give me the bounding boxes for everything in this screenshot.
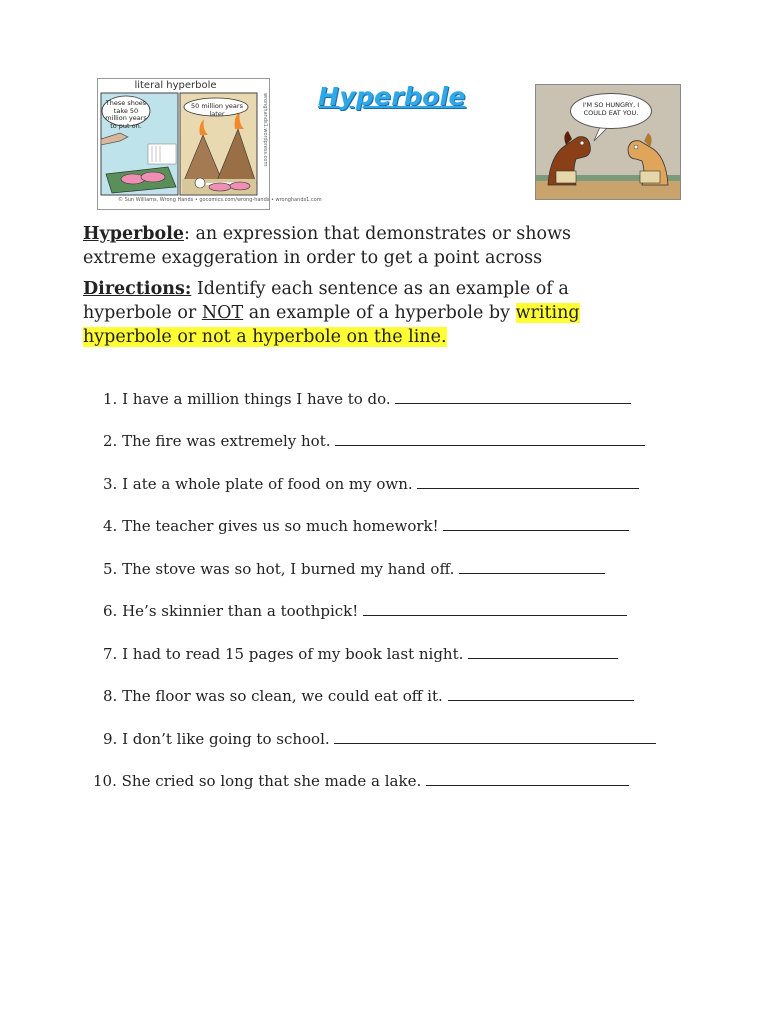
question-number: 9. [103, 730, 118, 748]
directions-text-2: an example of a hyperbole by [243, 303, 516, 323]
answer-line[interactable] [334, 729, 656, 744]
question-text: She cried so long that she made a lake. [121, 772, 422, 790]
answer-line[interactable] [417, 474, 639, 489]
answer-line[interactable] [363, 601, 627, 616]
answer-line[interactable] [335, 431, 645, 446]
definition-text: : an expression that demonstrates or shows extreme exaggeration in order to get a point across [83, 224, 572, 268]
question-1 [103, 389, 631, 408]
question-5 [103, 559, 605, 578]
question-number: 8. [103, 687, 118, 705]
question-6 [103, 601, 627, 620]
question-number: 4. [103, 517, 118, 535]
question-3 [103, 474, 639, 493]
question-8 [103, 686, 634, 705]
directions-not-word: NOT [201, 303, 244, 323]
hungry-horse-comic [535, 84, 681, 200]
answer-line[interactable] [459, 559, 605, 574]
literal-hyperbole-comic [97, 78, 322, 210]
definition [83, 222, 643, 270]
directions-highlight: writing hyperbole or not a hyperbole on the line. [83, 303, 580, 347]
definition-term: Hyperbole [83, 224, 184, 244]
comic-bubble-right: 50 million years later [191, 102, 243, 118]
comic-side-text: wronghands1.wordpress.com [262, 93, 268, 167]
question-number: 10. [93, 772, 117, 790]
question-7 [103, 644, 618, 663]
directions-text-1: Identify each sentence as an example of a hyperbole or [83, 279, 569, 323]
comic-credit: © Sun Williams, Wrong Hands • gocomics.com/wrong-hands • wronghands1.com [118, 197, 322, 203]
question-9 [103, 729, 656, 748]
answer-line[interactable] [448, 686, 634, 701]
question-number: 2. [103, 432, 118, 450]
question-text: I have a million things I have to do. [122, 390, 391, 408]
question-text: He’s skinnier than a toothpick! [122, 602, 359, 620]
question-text: I ate a whole plate of food on my own. [122, 475, 413, 493]
question-number: 5. [103, 560, 118, 578]
question-number: 3. [103, 475, 118, 493]
question-number: 1. [103, 390, 118, 408]
answer-line[interactable] [426, 771, 629, 786]
question-number: 6. [103, 602, 118, 620]
question-number: 7. [103, 645, 118, 663]
question-10 [93, 771, 629, 790]
question-text: I had to read 15 pages of my book last night. [122, 645, 464, 663]
comic-caption: literal hyperbole [134, 80, 217, 91]
speech-bubble-text: I'M SO HUNGRY, I COULD EAT YOU. [582, 101, 640, 117]
page-title: Hyperbole [318, 82, 466, 111]
answer-line[interactable] [395, 389, 631, 404]
answer-line[interactable] [443, 516, 629, 531]
question-4 [103, 516, 629, 535]
question-text: The stove was so hot, I burned my hand off. [122, 560, 455, 578]
directions-label: Directions: [83, 279, 192, 299]
comic-bubble-left: These shoes take 50 million years to put on. [105, 99, 147, 130]
question-text: The floor was so clean, we could eat off it. [122, 687, 443, 705]
question-2 [103, 431, 645, 450]
directions [83, 277, 643, 349]
speech-bubble [570, 93, 652, 129]
question-text: The teacher gives us so much homework! [122, 517, 439, 535]
question-text: I don’t like going to school. [122, 730, 330, 748]
question-text: The fire was extremely hot. [122, 432, 331, 450]
answer-line[interactable] [468, 644, 618, 659]
